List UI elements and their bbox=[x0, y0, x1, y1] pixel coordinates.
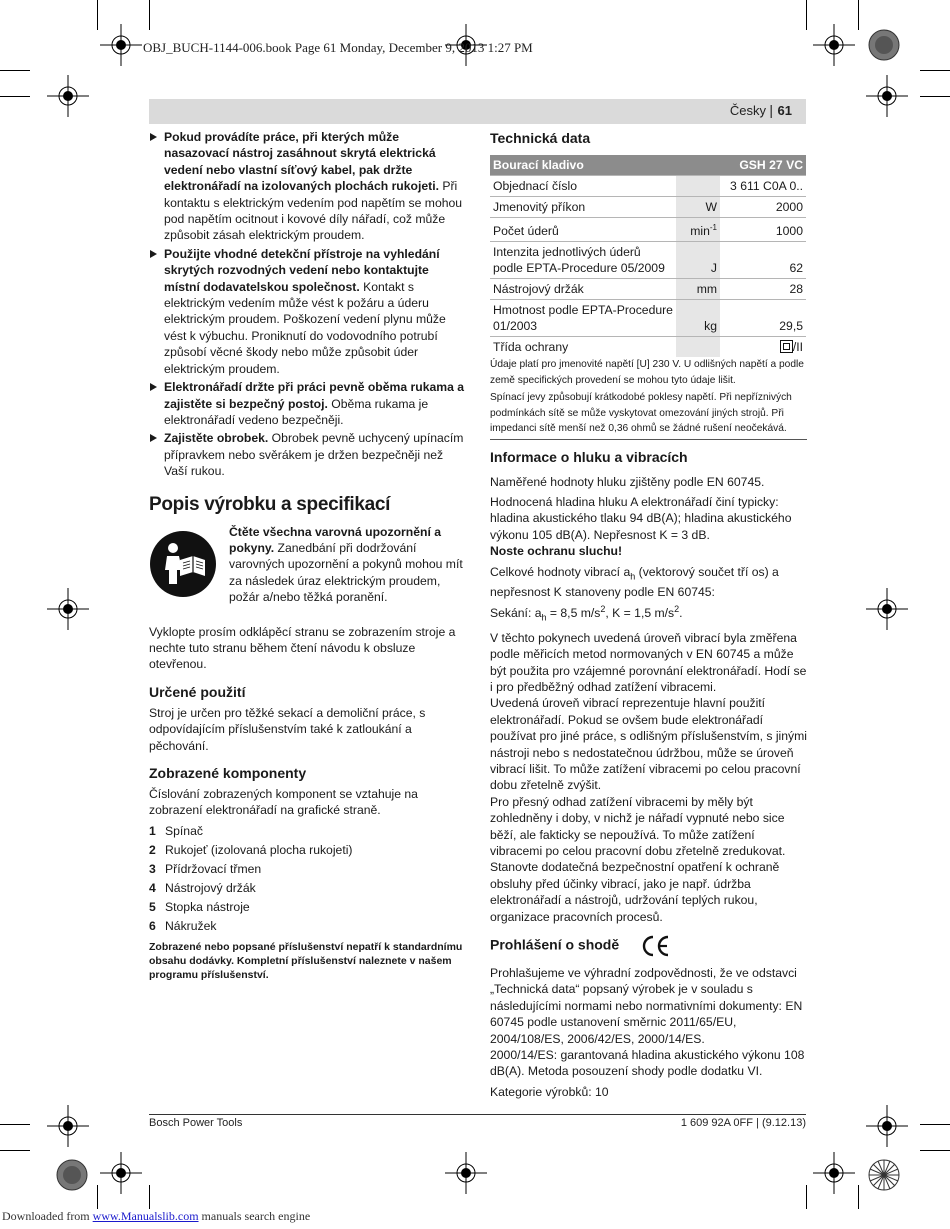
footer-brand: Bosch Power Tools bbox=[149, 1117, 243, 1129]
row-value: 1000 bbox=[720, 218, 806, 242]
row-unit bbox=[676, 176, 720, 197]
row-unit: mm bbox=[676, 279, 720, 300]
safety-bullet bbox=[149, 246, 467, 377]
row-unit: J bbox=[676, 242, 720, 279]
bullet-triangle-icon bbox=[150, 133, 157, 141]
noise-text: Hodnocená hladina hluku A elektronářadí činí typicky: hladina akustického tlaku 94 dB(A); hladina akustického výkonu 105 dB(A). Nepřesnost K = 3 dB. bbox=[490, 494, 792, 542]
registration-mark-icon bbox=[866, 1105, 908, 1147]
row-label: Objednací číslo bbox=[490, 176, 676, 197]
ce-mark-icon bbox=[641, 935, 671, 957]
bullet-text: Při kontaktu s elektrickým vedením pod napětím se mohou pod napětím ocitnout i kovové díly nářadí, což může způsobit zásah elektrickým proudem. bbox=[164, 179, 463, 243]
row-label: Nástrojový držák bbox=[490, 279, 676, 300]
read-manual-warning bbox=[149, 524, 467, 620]
item-label: Nákružek bbox=[165, 918, 217, 933]
vib-b: = 8,5 m/s bbox=[546, 605, 601, 620]
registration-mark-icon bbox=[100, 24, 142, 66]
list-item bbox=[149, 823, 467, 839]
safety-bullet bbox=[149, 379, 467, 428]
intended-use-heading: Určené použití bbox=[149, 683, 246, 700]
item-number: 5 bbox=[149, 899, 156, 914]
row-label: Jmenovitý příkon bbox=[490, 197, 676, 218]
conformity-text: 2000/14/ES: garantovaná hladina akustického výkonu 108 dB(A). Metoda posouzení shody podle dodatku VI. bbox=[490, 1048, 805, 1079]
item-number: 4 bbox=[149, 880, 156, 895]
crop-mark bbox=[920, 1150, 950, 1151]
vibration-text-a: Celkové hodnoty vibrací a bbox=[490, 564, 631, 579]
fold-note: Vyklopte prosím odklápěcí stranu se zobrazením stroje a nechte tuto stranu během čtení návodu k obsluze otevřenou. bbox=[149, 624, 456, 672]
bullet-bold-text: Elektronářadí držte při práci pevně oběma rukama a zajistěte si bezpečný postoj. bbox=[164, 380, 465, 411]
vib-c: , K = 1,5 m/s bbox=[605, 605, 675, 620]
row-label: Počet úderů bbox=[490, 218, 676, 242]
hearing-protection: Noste ochranu sluchu! bbox=[490, 544, 623, 559]
unit-exponent: -1 bbox=[709, 223, 717, 233]
item-label: Nástrojový držák bbox=[165, 880, 256, 895]
components-heading: Zobrazené komponenty bbox=[149, 764, 307, 781]
crop-mark bbox=[97, 0, 98, 30]
item-number: 2 bbox=[149, 842, 156, 857]
row-value: 28 bbox=[720, 279, 806, 300]
item-number: 1 bbox=[149, 823, 156, 838]
vibration-paragraph: Uvedená úroveň vibrací reprezentuje hlavní použití elektronářadí. Pokud se ovšem bude elektronářadí používat pro jiné práce, s odlišným příslušenstvím, s jinými nástroji nebo s nedostatečnou údržbou, může se úroveň vibrací lišit. To může zatížení vibracemi po celou pracovní dobu zřetelně zvýšit. bbox=[490, 696, 807, 793]
row-unit bbox=[676, 218, 720, 242]
footer-divider bbox=[149, 1114, 806, 1115]
registration-mark-icon bbox=[100, 1152, 142, 1194]
conformity-heading bbox=[490, 935, 807, 957]
tech-data-heading: Technická data bbox=[490, 130, 591, 146]
warning-bold: Čtěte všechna varovná upozornění a pokyny. bbox=[229, 524, 441, 555]
row-value bbox=[720, 337, 806, 358]
table-note: Spínací jevy způsobují krátkodobé poklesy napětí. Při nepříznivých podmínkách sítě se může vyskytovat omezování jiných strojů. Při impedanci sítě menší než 0,36 ohmů se žádné rušení neočekává. bbox=[490, 392, 792, 435]
manualslib-link[interactable]: www.Manualslib.com bbox=[92, 1209, 199, 1223]
vib-d: . bbox=[679, 605, 683, 620]
registration-mark-icon bbox=[813, 24, 855, 66]
crop-mark bbox=[920, 96, 950, 97]
conformity-heading-text: Prohlášení o shodě bbox=[490, 936, 620, 953]
vibration-text bbox=[490, 564, 807, 601]
header-language: Česky bbox=[729, 103, 766, 118]
registration-mark-icon bbox=[47, 1105, 89, 1147]
list-item bbox=[149, 880, 467, 896]
crop-mark bbox=[920, 70, 950, 71]
crop-mark bbox=[0, 1150, 30, 1151]
warning-normal: Zanedbání při dodržování varovných upozornění a pokynů mohou mít za následek úraz elektrickým proudem, požár a/nebo těžká poranění. bbox=[229, 540, 463, 605]
table-row bbox=[490, 279, 806, 300]
unit-min-with-sup: $\min^{-1}$ bbox=[690, 223, 717, 239]
crop-mark bbox=[920, 1124, 950, 1125]
bullet-text: Kontakt s elektrickým vedením může vést k požáru a úderu elektrickým proudem. Poškození vedení plynu může vést k výbuchu. Proniknutí do vodovodního potrubí způsobí věcné škody nebo může způsobit úder elektrickým proudem. bbox=[164, 279, 446, 376]
noise-heading: Informace o hluku a vibracích bbox=[490, 448, 688, 465]
starburst-target-icon bbox=[868, 1159, 900, 1191]
crop-mark bbox=[149, 1185, 150, 1209]
vibration-values bbox=[490, 601, 807, 626]
divider bbox=[490, 439, 807, 440]
model-name: GSH 27 VC bbox=[720, 155, 806, 176]
registration-mark-icon bbox=[47, 75, 89, 117]
crop-mark bbox=[149, 0, 150, 30]
page-header bbox=[149, 99, 806, 124]
table-note: Údaje platí pro jmenovité napětí [U] 230 V. U odlišných napětí a podle země specifických provedení se mohou tyto údaje lišit. bbox=[490, 359, 804, 386]
list-item bbox=[149, 861, 467, 877]
color-target-icon bbox=[56, 1159, 88, 1191]
crop-mark bbox=[0, 1124, 30, 1125]
row-label: Intenzita jednotlivých úderů podle EPTA-Procedure 05/2009 bbox=[490, 242, 676, 279]
protection-class-value: /II bbox=[792, 340, 803, 355]
row-value: 29,5 bbox=[720, 300, 806, 337]
item-label: Spínač bbox=[165, 823, 203, 838]
section-title: Popis výrobku a specifikací bbox=[149, 493, 391, 515]
vibration-text-b: (vektorový součet tří os) a nepřesnost K stanoveny podle EN 60745: bbox=[490, 564, 779, 600]
row-label: Hmotnost podle EPTA-Procedure 01/2003 bbox=[490, 300, 676, 337]
download-note bbox=[2, 1209, 310, 1224]
row-unit bbox=[676, 337, 720, 358]
table-header-row bbox=[490, 155, 806, 176]
table-row bbox=[490, 300, 806, 337]
product-category: Kategorie výrobků: 10 bbox=[490, 1084, 609, 1099]
bullet-triangle-icon bbox=[150, 250, 157, 258]
table-row bbox=[490, 337, 806, 358]
list-item bbox=[149, 918, 467, 934]
table-row bbox=[490, 197, 806, 218]
bullet-bold-text: Zajistěte obrobek. bbox=[164, 431, 269, 446]
file-header: OBJ_BUCH-1144-006.book Page 61 Monday, December 9, 2013 1:27 PM bbox=[143, 40, 533, 55]
crop-mark bbox=[0, 70, 30, 71]
safety-bullet bbox=[149, 129, 467, 244]
list-item bbox=[149, 842, 467, 858]
tech-data-table bbox=[490, 155, 806, 357]
row-unit: W bbox=[676, 197, 720, 218]
read-manual-icon bbox=[149, 530, 217, 598]
header-separator: | bbox=[769, 102, 773, 118]
left-column bbox=[149, 129, 467, 986]
product-name: Bourací kladivo bbox=[490, 155, 720, 176]
bullet-text: Oběma rukama je elektronářadí vedeno bezpečněji. bbox=[164, 396, 429, 427]
bullet-text: Obrobek pevně uchycený upínacím přípravkem nebo svěrákem je držen bezpečněji než Vaší rukou. bbox=[164, 431, 464, 479]
table-row bbox=[490, 218, 806, 242]
subscript: h bbox=[541, 612, 547, 623]
superscript: 2 bbox=[600, 603, 606, 614]
item-label: Rukojeť (izolovaná plocha rukojeti) bbox=[165, 842, 353, 857]
crop-mark bbox=[858, 1185, 859, 1209]
registration-mark-icon bbox=[813, 1152, 855, 1194]
vibration-paragraph: Stanovte dodatečná bezpečnostní opatření k ochraně obsluhy před účinky vibrací, jako je např. údržba elektronářadí a nástrojů, udržování teplých rukou, organizace pracovních procesů. bbox=[490, 860, 780, 924]
superscript: 2 bbox=[674, 603, 680, 614]
intended-use-text: Stroj je určen pro těžké sekací a demoliční práce, s odpovídajícím příslušenstvím také k zatloukání a pěchování. bbox=[149, 705, 426, 753]
safety-bullet bbox=[149, 430, 467, 479]
item-number: 3 bbox=[149, 861, 156, 876]
row-label: Třída ochrany bbox=[490, 337, 676, 358]
conformity-text: Prohlašujeme ve výhradní zodpovědnosti, že ve odstavci „Technická data“ popsaný výrobek je v souladu s následujícími normami nebo normativními dokumenty: EN 60745 podle ustanovení směrnic 2011/65/EU, 2004/108/ES, 2006/42/ES, 2000/14/ES. bbox=[490, 966, 803, 1046]
warning-text bbox=[229, 524, 467, 606]
protection-class-icon bbox=[780, 340, 793, 353]
registration-mark-icon bbox=[866, 588, 908, 630]
footer-doc-id: 1 609 92A 0FF | (9.12.13) bbox=[680, 1117, 806, 1129]
item-label: Přídržovací třmen bbox=[165, 861, 262, 876]
components-list bbox=[149, 823, 467, 934]
noise-text: Naměřené hodnoty hluku zjištěny podle EN 60745. bbox=[490, 474, 765, 489]
crop-mark bbox=[97, 1185, 98, 1209]
components-intro: Číslování zobrazených komponent se vztahuje na zobrazení elektronářadí na grafické straně. bbox=[149, 786, 418, 818]
item-label: Stopka nástroje bbox=[165, 899, 250, 914]
crop-mark bbox=[806, 0, 807, 30]
registration-mark-icon bbox=[445, 1152, 487, 1194]
color-target-icon bbox=[868, 29, 900, 61]
crop-mark bbox=[806, 1185, 807, 1209]
row-unit: kg bbox=[676, 300, 720, 337]
subscript: h bbox=[630, 570, 636, 581]
bullet-bold-text: Použijte vhodné detekční přístroje na vyhledání skrytých rozvodných vedení nebo kontaktujte místní dodavatelskou společnost. bbox=[164, 246, 440, 294]
download-prefix: Downloaded from bbox=[2, 1209, 93, 1223]
table-row bbox=[490, 176, 806, 197]
bullet-triangle-icon bbox=[150, 434, 157, 442]
page-number: 61 bbox=[777, 103, 792, 118]
registration-mark-icon bbox=[866, 75, 908, 117]
vibration-paragraph: V těchto pokynech uvedená úroveň vibrací byla změřena podle měřicích metod normovaných v EN 60745 a může být použita pro vzájemné porovnání elektronářadí. Hodí se i pro předběžný odhad zatížení vibracemi. bbox=[490, 630, 807, 694]
row-value: 62 bbox=[720, 242, 806, 279]
vib-a: Sekání: a bbox=[490, 605, 542, 620]
accessory-note: Zobrazené nebo popsané příslušenství nepatří k standardnímu obsahu dodávky. Kompletní příslušenství naleznete v našem programu příslušenství. bbox=[149, 941, 463, 982]
row-value: 2000 bbox=[720, 197, 806, 218]
download-suffix: manuals search engine bbox=[198, 1209, 311, 1223]
crop-mark bbox=[0, 96, 30, 97]
list-item bbox=[149, 899, 467, 915]
vibration-paragraph: Pro přesný odhad zatížení vibracemi by měly být zohledněny i doby, v nichž je nářadí vypnuté nebo sice běží, ale fakticky se nepoužívá. To může zatížení vibracemi po celou pracovní dobu zřetelně zredukovat. bbox=[490, 794, 786, 858]
table-row bbox=[490, 242, 806, 279]
crop-mark bbox=[858, 0, 859, 30]
item-number: 6 bbox=[149, 918, 156, 933]
bullet-bold-text: Pokud provádíte práce, při kterých může nasazovací nástroj zasáhnout skrytá elektrická vedení nebo vlastní síťový kabel, pak držte elektronářadí na izolovaných plochách rukojeti. bbox=[164, 130, 439, 194]
registration-mark-icon bbox=[47, 588, 89, 630]
right-column bbox=[490, 129, 807, 1104]
bullet-triangle-icon bbox=[150, 383, 157, 391]
row-value: 3 611 C0A 0.. bbox=[720, 176, 806, 197]
